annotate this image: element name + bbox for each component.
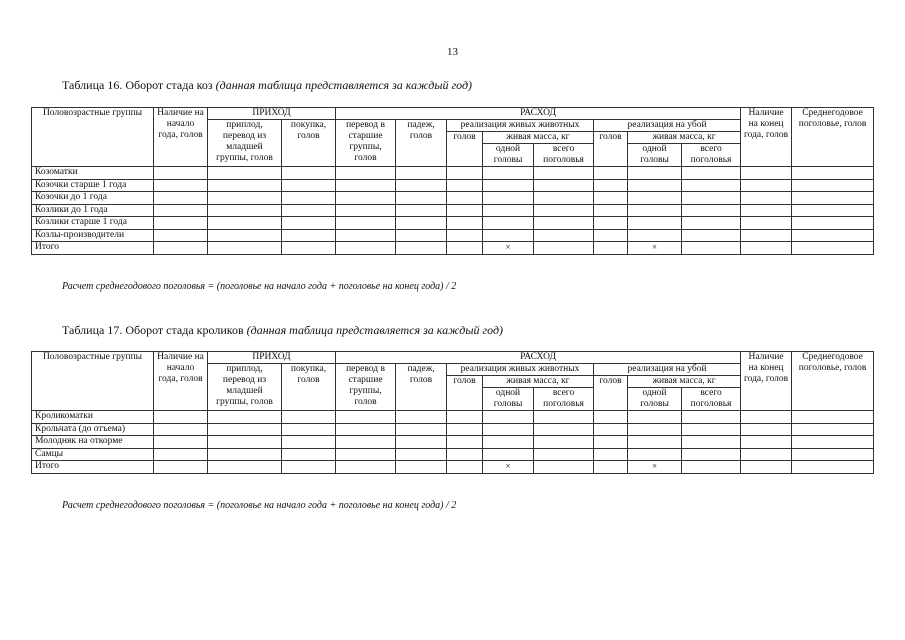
row-label: Молодняк на откорме [32,436,154,449]
data-cell [154,461,208,474]
data-cell [741,411,792,424]
expense-header: РАСХОД [336,352,741,364]
data-cell [154,229,208,242]
data-cell [682,204,741,217]
table-16-title: Таблица 16. Оборот стада коз [62,78,213,92]
row-label: Козочки старше 1 года [32,179,154,192]
data-cell [282,179,336,192]
data-cell [682,217,741,230]
live-heads-header: голов [447,376,483,411]
data-cell [792,242,874,255]
data-cell [336,217,396,230]
data-cell [682,179,741,192]
data-cell [447,192,483,205]
data-cell [483,436,534,449]
row-label: Козлы-производители [32,229,154,242]
data-cell [741,436,792,449]
transfer-header: перевод в старшие группы, голов [336,364,396,411]
data-cell [336,461,396,474]
data-cell [741,229,792,242]
data-cell [396,192,447,205]
start-header: Наличие на начало года, голов [154,108,208,167]
live-weight-header: живая масса, кг [483,376,594,388]
data-cell [628,411,682,424]
table-row [32,411,874,424]
data-cell [396,167,447,180]
data-cell [628,192,682,205]
row-label: Козлики старше 1 года [32,217,154,230]
live-one-head-header: одной головы [483,388,534,411]
not-applicable-mark: × [628,461,682,474]
data-cell [534,229,594,242]
data-cell [741,242,792,255]
data-cell [483,448,534,461]
data-cell [282,229,336,242]
not-applicable-mark: × [628,242,682,255]
live-total-header: всего поголовья [534,144,594,167]
data-cell [792,411,874,424]
data-cell [154,192,208,205]
table-row [32,179,874,192]
slaughter-weight-header: живая масса, кг [628,376,741,388]
data-cell [628,179,682,192]
data-cell [682,229,741,242]
data-cell [447,436,483,449]
data-cell [154,242,208,255]
data-cell [483,423,534,436]
data-cell [396,436,447,449]
table-16-formula: Расчет среднегодового поголовья = (поголовье на начало года + поголовье на конец года) / 2 [62,281,457,292]
data-cell [154,423,208,436]
data-cell [396,461,447,474]
data-cell [447,461,483,474]
data-cell [336,167,396,180]
not-applicable-mark: × [483,242,534,255]
data-cell [741,204,792,217]
data-cell [534,448,594,461]
start-header: Наличие на начало года, голов [154,352,208,411]
data-cell [682,436,741,449]
row-label: Козоматки [32,167,154,180]
table-17-caption [62,323,503,338]
data-cell [792,179,874,192]
table-16-note: (данная таблица представляется за каждый год) [215,78,473,92]
data-cell [447,204,483,217]
live-one-head-header: одной головы [483,144,534,167]
data-cell [396,411,447,424]
data-cell [792,217,874,230]
data-cell [792,167,874,180]
data-cell [396,204,447,217]
data-cell [594,242,628,255]
data-cell [682,448,741,461]
data-cell [682,167,741,180]
data-cell [154,436,208,449]
data-cell [336,448,396,461]
data-cell [208,461,282,474]
data-cell [208,217,282,230]
data-cell [336,411,396,424]
table-row [32,204,874,217]
data-cell [594,192,628,205]
data-cell [534,411,594,424]
slaughter-heads-header: голов [594,376,628,411]
data-cell [447,167,483,180]
data-cell [594,179,628,192]
data-cell [447,423,483,436]
row-label: Козлики до 1 года [32,204,154,217]
purchase-header: покупка, голов [282,120,336,167]
data-cell [208,411,282,424]
data-cell [534,461,594,474]
data-cell [628,436,682,449]
data-cell [336,229,396,242]
slaughter-total-header: всего поголовья [682,144,741,167]
data-cell [741,448,792,461]
data-cell [396,242,447,255]
table-row [32,229,874,242]
data-cell [208,448,282,461]
total-row [32,242,874,255]
data-cell [336,242,396,255]
data-cell [792,229,874,242]
data-cell [336,423,396,436]
income-header: ПРИХОД [208,352,336,364]
data-cell [154,411,208,424]
purchase-header: покупка, голов [282,364,336,411]
birth-header: приплод, перевод из младшей группы, голов [208,364,282,411]
row-label: Крольчата (до отъема) [32,423,154,436]
data-cell [534,167,594,180]
groups-header: Половозрастные группы [32,108,154,167]
row-label: Итого [32,242,154,255]
data-cell [154,167,208,180]
data-cell [208,192,282,205]
row-label: Самцы [32,448,154,461]
data-cell [208,242,282,255]
data-cell [282,423,336,436]
data-cell [396,423,447,436]
data-cell [741,423,792,436]
data-cell [792,436,874,449]
data-cell [282,192,336,205]
data-cell [396,179,447,192]
row-label: Козочки до 1 года [32,192,154,205]
live-weight-header: живая масса, кг [483,132,594,144]
data-cell [208,229,282,242]
data-cell [594,423,628,436]
data-cell [282,461,336,474]
data-cell [792,461,874,474]
data-cell [682,242,741,255]
slaughter-sale-header: реализация на убой [594,120,741,132]
data-cell [792,192,874,205]
data-cell [447,229,483,242]
data-cell [154,217,208,230]
data-cell [594,204,628,217]
data-cell [483,411,534,424]
data-cell [534,242,594,255]
data-cell [447,217,483,230]
groups-header: Половозрастные группы [32,352,154,411]
death-header: падеж, голов [396,120,447,167]
data-cell [792,448,874,461]
data-cell [154,448,208,461]
data-cell [483,229,534,242]
data-cell [483,192,534,205]
rabbit-herd-table [31,351,874,474]
table-17-title: Таблица 17. Оборот стада кроликов [62,323,244,337]
slaughter-heads-header: голов [594,132,628,167]
live-sale-header: реализация живых животных [447,364,594,376]
data-cell [682,461,741,474]
data-cell [282,436,336,449]
data-cell [282,242,336,255]
data-cell [534,436,594,449]
data-cell [594,461,628,474]
table-row [32,167,874,180]
data-cell [483,204,534,217]
row-label: Кроликоматки [32,411,154,424]
data-cell [534,204,594,217]
data-cell [336,179,396,192]
data-cell [336,192,396,205]
page-number: 13 [447,46,458,58]
slaughter-sale-header: реализация на убой [594,364,741,376]
data-cell [282,448,336,461]
transfer-header: перевод в старшие группы, голов [336,120,396,167]
data-cell [336,436,396,449]
data-cell [594,448,628,461]
data-cell [534,423,594,436]
data-cell [792,204,874,217]
data-cell [682,423,741,436]
data-cell [682,411,741,424]
data-cell [628,217,682,230]
income-header: ПРИХОД [208,108,336,120]
slaughter-weight-header: живая масса, кг [628,132,741,144]
data-cell [282,167,336,180]
data-cell [628,448,682,461]
data-cell [594,229,628,242]
data-cell [282,204,336,217]
goat-herd-table [31,107,874,255]
data-cell [594,167,628,180]
live-sale-header: реализация живых животных [447,120,594,132]
data-cell [792,423,874,436]
data-cell [594,411,628,424]
data-cell [396,217,447,230]
data-cell [483,217,534,230]
data-cell [282,217,336,230]
data-cell [208,423,282,436]
data-cell [208,204,282,217]
data-cell [154,179,208,192]
data-cell [447,179,483,192]
data-cell [396,229,447,242]
table-row [32,436,874,449]
live-heads-header: голов [447,132,483,167]
not-applicable-mark: × [483,461,534,474]
birth-header: приплод, перевод из младшей группы, голов [208,120,282,167]
end-header: Наличие на конец года, голов [741,352,792,411]
data-cell [594,436,628,449]
data-cell [534,217,594,230]
avg-header: Среднегодовое поголовье, голов [792,108,874,167]
data-cell [594,217,628,230]
data-cell [741,461,792,474]
data-cell [534,192,594,205]
total-row [32,461,874,474]
data-cell [534,179,594,192]
data-cell [447,242,483,255]
data-cell [208,436,282,449]
table-17-note: (данная таблица представляется за каждый год) [246,323,504,337]
table-row [32,217,874,230]
data-cell [628,423,682,436]
live-total-header: всего поголовья [534,388,594,411]
end-header: Наличие на конец года, голов [741,108,792,167]
table-17-formula: Расчет среднегодового поголовья = (поголовье на начало года + поголовье на конец года) / 2 [62,500,457,511]
data-cell [447,448,483,461]
data-cell [741,167,792,180]
data-cell [336,204,396,217]
data-cell [628,167,682,180]
death-header: падеж, голов [396,364,447,411]
table-row [32,192,874,205]
table-row [32,423,874,436]
data-cell [396,448,447,461]
data-cell [741,192,792,205]
table-16-caption [62,78,472,93]
data-cell [741,179,792,192]
data-cell [208,179,282,192]
data-cell [154,204,208,217]
data-cell [741,217,792,230]
avg-header: Среднегодовое поголовье, голов [792,352,874,411]
data-cell [628,229,682,242]
data-cell [682,192,741,205]
expense-header: РАСХОД [336,108,741,120]
slaughter-one-head-header: одной головы [628,144,682,167]
slaughter-one-head-header: одной головы [628,388,682,411]
data-cell [483,179,534,192]
slaughter-total-header: всего поголовья [682,388,741,411]
row-label: Итого [32,461,154,474]
data-cell [282,411,336,424]
data-cell [447,411,483,424]
data-cell [483,167,534,180]
table-row [32,448,874,461]
data-cell [208,167,282,180]
data-cell [628,204,682,217]
